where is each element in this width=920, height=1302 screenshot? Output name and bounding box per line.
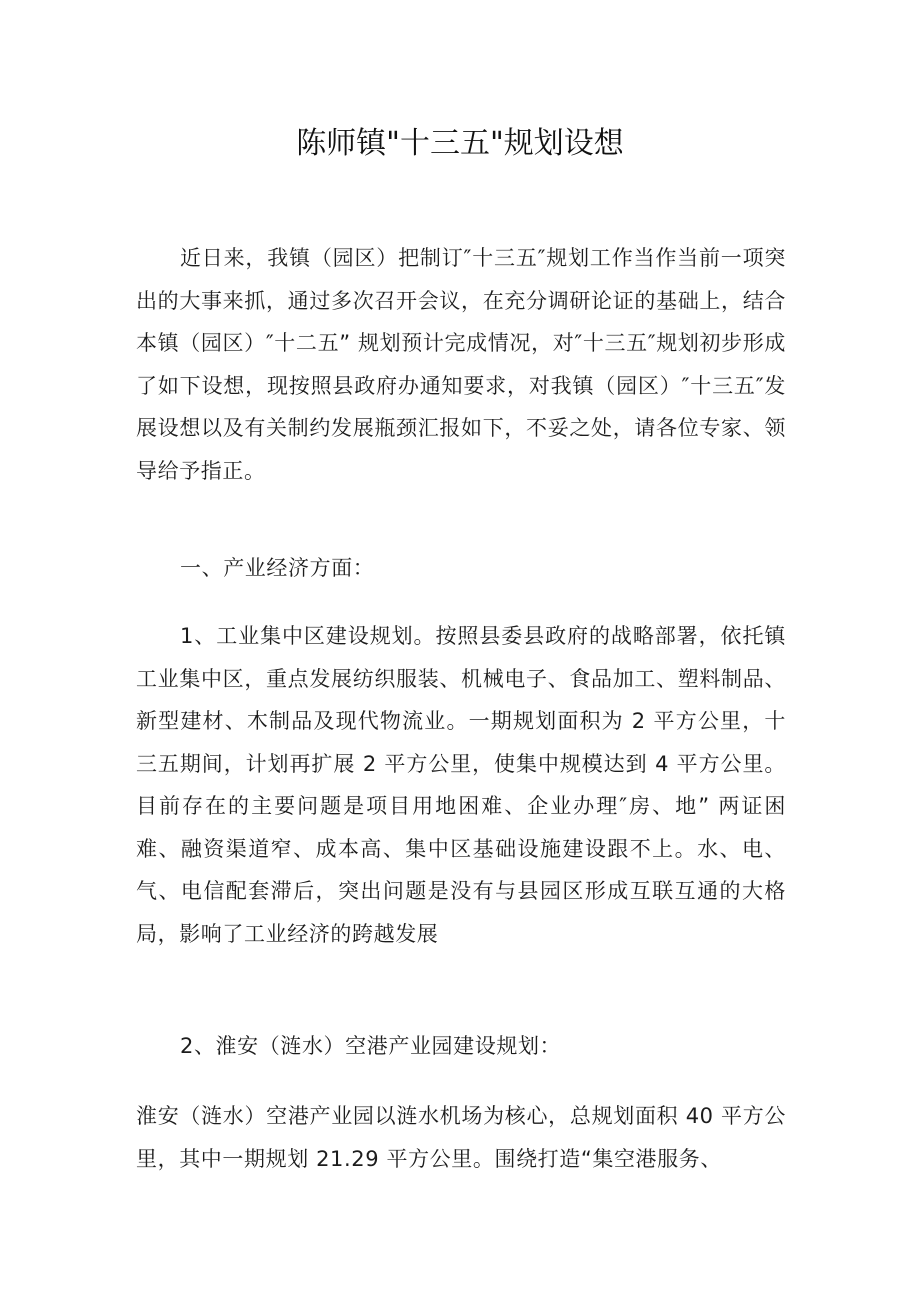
item-one-paragraph: 1、工业集中区建设规划。按照县委县政府的战略部署，依托镇工业集中区，重点发展纺织服装、机械电子、食品加工、塑料制品、新型建材、木制品及现代物流业。一期规划面积为 2 平方公里，十三五期间，计划再扩展 2 平方公里，使集中规模达到 4 平方公里。目前存在的主要问题是项目用地困难、企业办理″房、地” 两证困难、融资渠道窄、成本高、集中区基础设施建设跟不上。水、电、气、电信配套滞后，突出问题是没有与县园区形成互联互通的大格局，影响了工业经济的跨越发展 (136, 624, 786, 946)
intro-paragraph: 近日来，我镇（园区）把制订″十三五″规划工作当作当前一项突出的大事来抓，通过多次召开会议，在充分调研论证的基础上，结合本镇（园区）″十二五” 规划预计完成情况，对″十三五″规划初步形成了如下设想，现按照县政府办通知要求，对我镇（园区）″十三五″发展设想以及有关制约发展瓶颈汇报如下，不妥之处，请各位专家、领导给予指正。 (136, 246, 786, 483)
item-two-heading: 2、淮安（涟水）空港产业园建设规划： (180, 1034, 562, 1058)
section-one-heading: 一、产业经济方面： (180, 556, 375, 580)
item-two-paragraph: 淮安（涟水）空港产业园以涟水机场为核心，总规划面积 40 平方公里，其中一期规划 21.29 平方公里。围绕打造“集空港服务、 (136, 1104, 786, 1171)
document-title: 陈师镇"十三五"规划设想 (296, 126, 624, 161)
